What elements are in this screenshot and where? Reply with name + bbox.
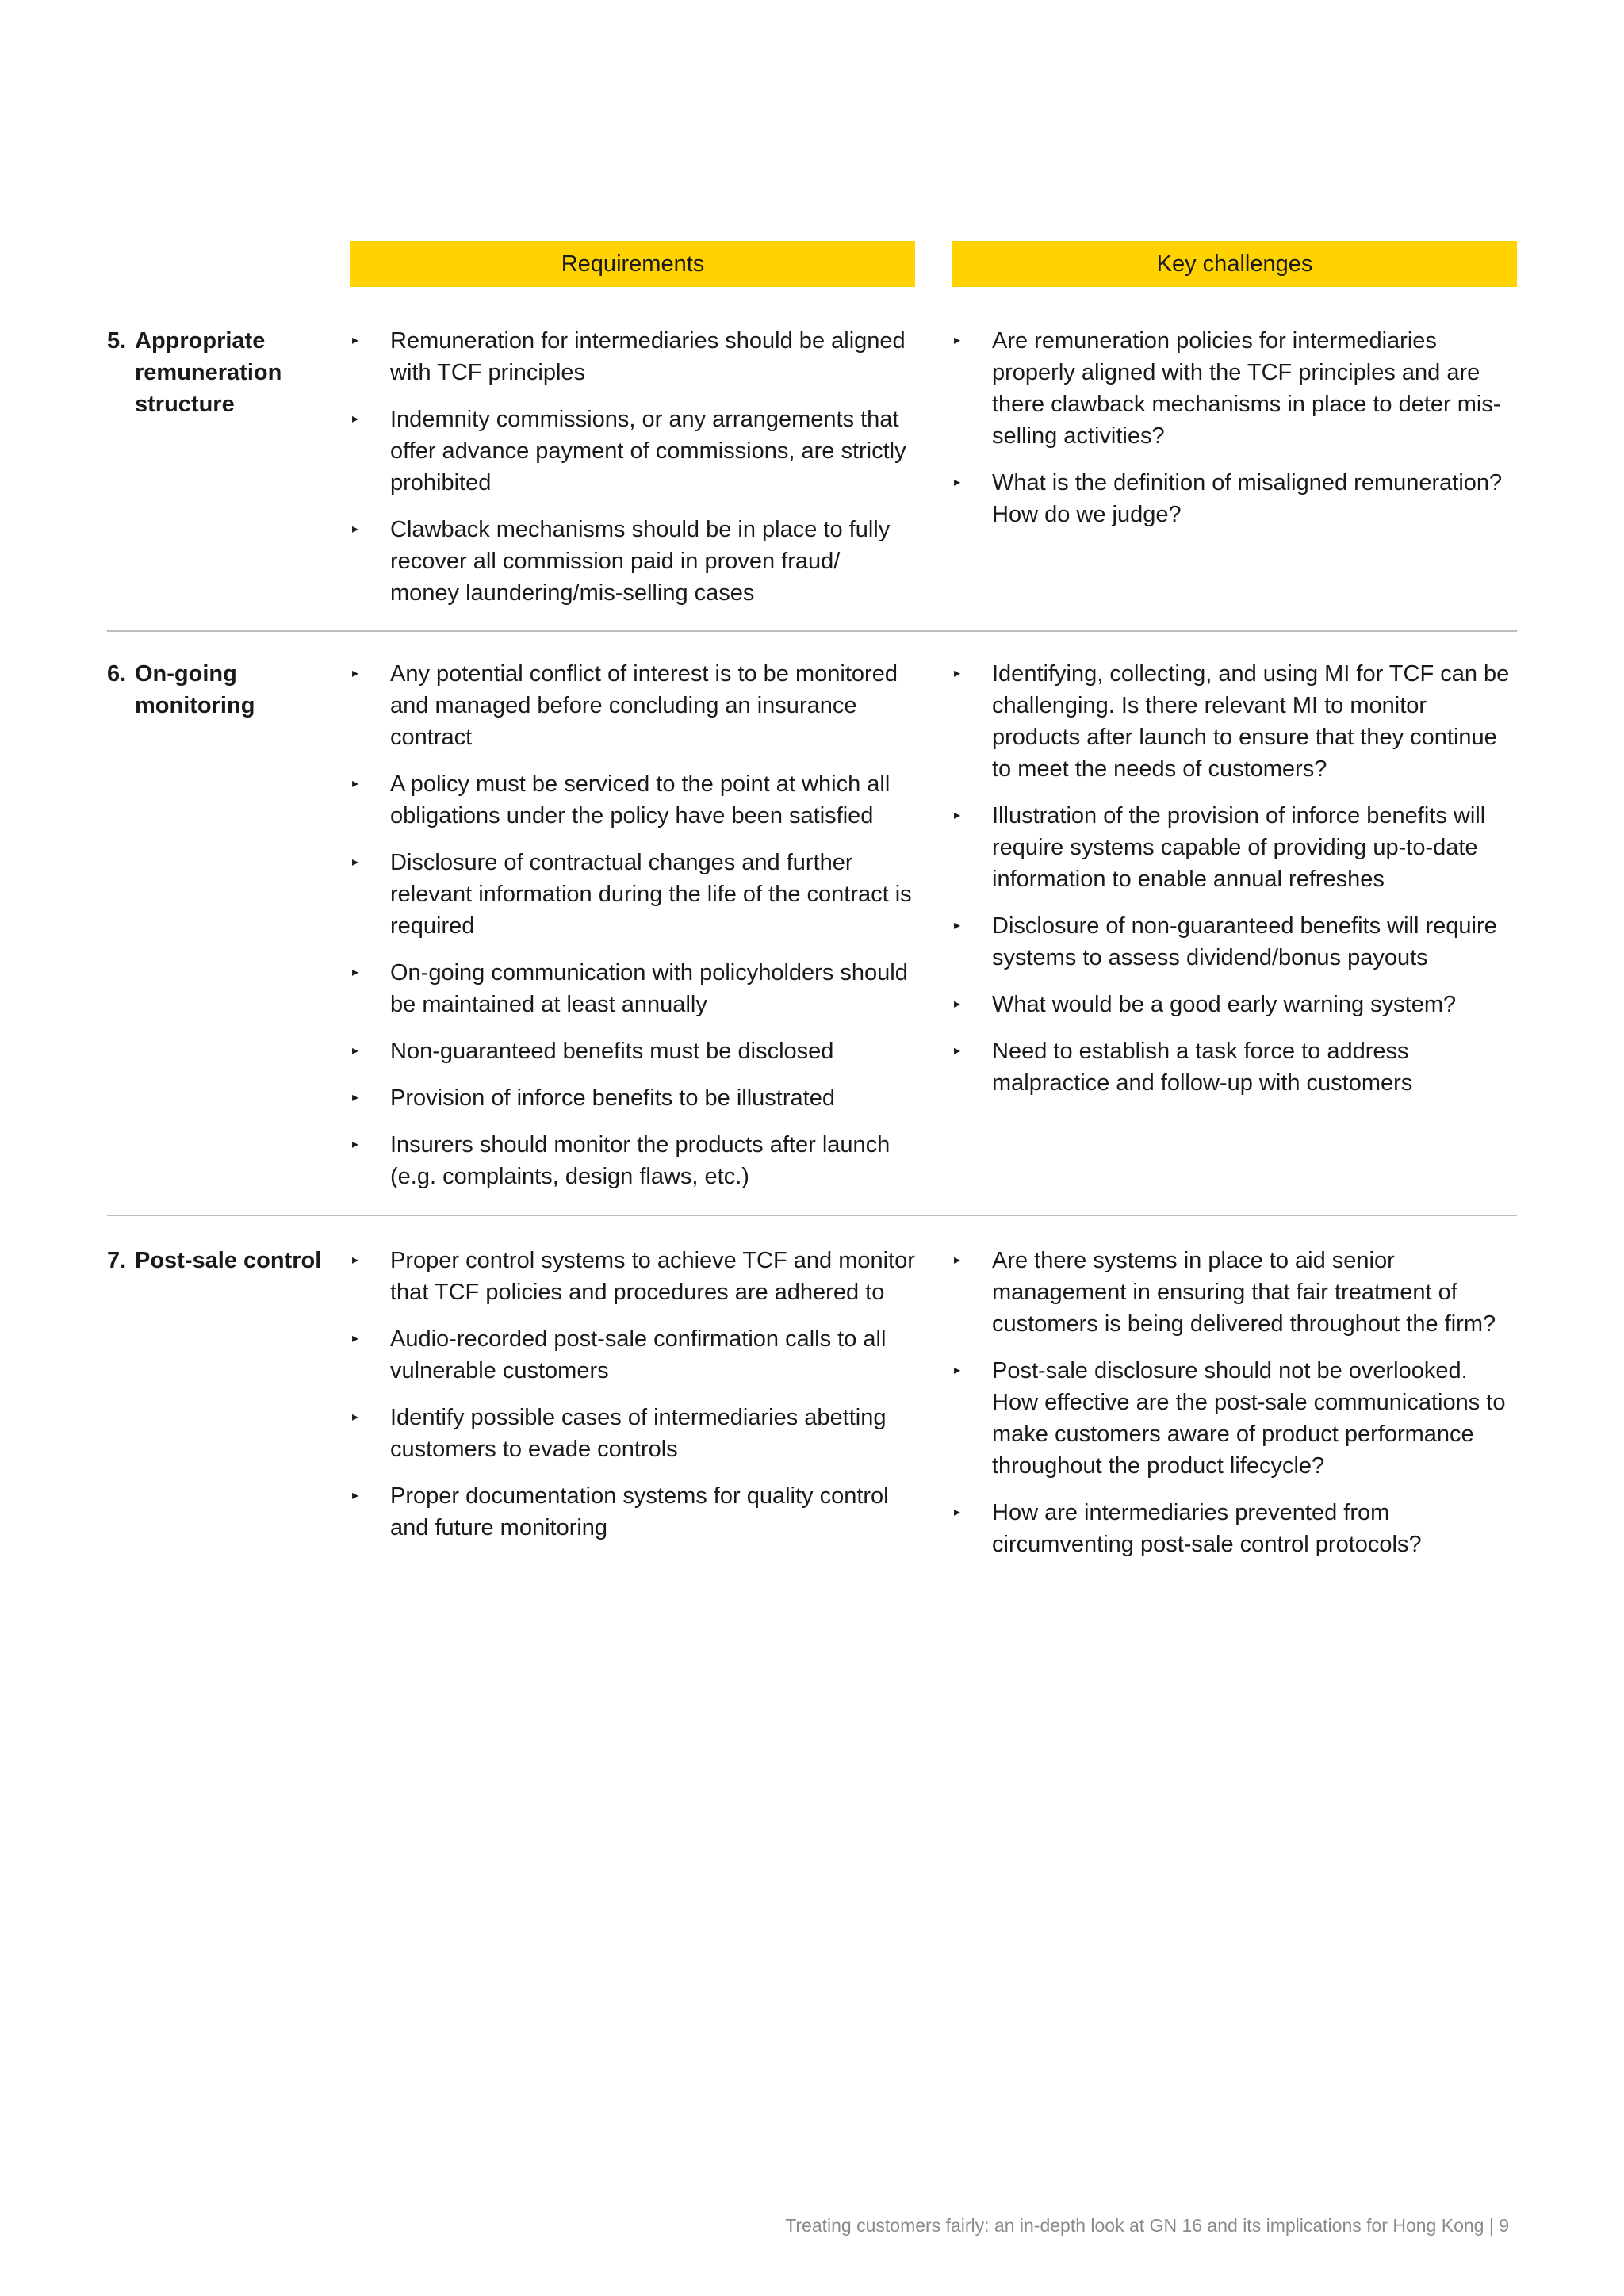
bullet-arrow-icon: ▸ <box>352 334 359 347</box>
list-item-text: On-going communication with policyholders should be maintained at least annually <box>390 960 908 1017</box>
challenges-column <box>952 1245 1517 1575</box>
section-title <box>107 1245 337 1276</box>
list-item-text: Are there systems in place to aid senior management in ensuring that fair treatment of customers is being delivered throughout the firm? <box>992 1248 1496 1337</box>
list-item <box>952 989 1517 1020</box>
list-item-text: Any potential conflict of interest is to be monitored and managed before concluding an insurance contract <box>390 661 898 750</box>
section-title <box>107 325 337 420</box>
challenges-column <box>952 658 1517 1114</box>
list-item <box>350 1480 915 1544</box>
bullet-arrow-icon: ▸ <box>352 1138 359 1151</box>
list-item <box>350 514 915 609</box>
list-item <box>952 467 1517 530</box>
list-item-text: Illustration of the provision of inforce benefits will require systems capable of providing up-to-date information to enable annual refreshes <box>992 803 1486 892</box>
challenges-list <box>952 658 1517 1099</box>
key-challenges-header-label: Key challenges <box>1156 251 1313 277</box>
bullet-arrow-icon: ▸ <box>352 522 359 536</box>
page-footer: Treating customers fairly: an in-depth look at GN 16 and its implications for Hong Kong | 9 <box>785 2215 1509 2236</box>
list-item <box>350 404 915 499</box>
list-item-text: Are remuneration policies for intermediaries properly aligned with the TCF principles and are there clawback mechanisms in place to deter mis-selling activities? <box>992 328 1501 449</box>
list-item <box>350 658 915 753</box>
requirements-header <box>350 241 915 287</box>
list-item-text: Disclosure of non-guaranteed benefits will require systems to assess dividend/bonus payouts <box>992 913 1497 970</box>
list-item <box>350 1323 915 1387</box>
section-title-text: Appropriate remuneration structure <box>135 328 282 417</box>
list-item <box>952 1245 1517 1340</box>
bullet-arrow-icon: ▸ <box>352 855 359 869</box>
list-item-text: Insurers should monitor the products after launch (e.g. complaints, design flaws, etc.) <box>390 1132 891 1189</box>
list-item <box>952 800 1517 895</box>
list-item <box>952 910 1517 974</box>
requirements-header-label: Requirements <box>561 251 705 277</box>
list-item-text: How are intermediaries prevented from circumventing post-sale control protocols? <box>992 1500 1422 1557</box>
list-item-text: What would be a good early warning system? <box>992 992 1457 1017</box>
list-item <box>952 1355 1517 1482</box>
bullet-arrow-icon: ▸ <box>352 1489 359 1502</box>
bullet-arrow-icon: ▸ <box>954 1253 961 1267</box>
list-item <box>952 1035 1517 1099</box>
bullet-arrow-icon: ▸ <box>352 1410 359 1424</box>
section-title-text: Post-sale control <box>135 1248 322 1273</box>
list-item <box>350 1035 915 1067</box>
list-item <box>350 847 915 942</box>
list-item-text: Identifying, collecting, and using MI for TCF can be challenging. Is there relevant MI to monitor products after launch to ensure that they continue to meet the needs of customers? <box>992 661 1510 782</box>
bullet-arrow-icon: ▸ <box>352 1091 359 1104</box>
list-item-text: A policy must be serviced to the point at which all obligations under the policy have been satisfied <box>390 771 891 828</box>
list-item-text: Audio-recorded post-sale confirmation calls to all vulnerable customers <box>390 1326 887 1383</box>
bullet-arrow-icon: ▸ <box>954 809 961 822</box>
section-divider <box>107 630 1517 632</box>
requirements-column <box>350 658 915 1207</box>
list-item <box>350 325 915 388</box>
section-number: 7. <box>107 1248 127 1273</box>
list-item <box>952 1497 1517 1560</box>
section-title-text: On-going monitoring <box>135 661 255 718</box>
challenges-list <box>952 325 1517 530</box>
requirements-list <box>350 325 915 609</box>
bullet-arrow-icon: ▸ <box>352 667 359 680</box>
bullet-arrow-icon: ▸ <box>954 919 961 932</box>
list-item-text: Remuneration for intermediaries should be aligned with TCF principles <box>390 328 906 385</box>
bullet-arrow-icon: ▸ <box>352 412 359 426</box>
challenges-column <box>952 325 1517 545</box>
list-item-text: Post-sale disclosure should not be overlooked. How effective are the post-sale communications to make customers aware of product performance throughout the product lifecycle? <box>992 1358 1506 1479</box>
list-item <box>350 1245 915 1308</box>
bullet-arrow-icon: ▸ <box>954 476 961 489</box>
requirements-list <box>350 658 915 1192</box>
list-item-text: Proper documentation systems for quality control and future monitoring <box>390 1483 889 1540</box>
list-item <box>350 768 915 832</box>
section-title <box>107 658 337 721</box>
requirements-list <box>350 1245 915 1544</box>
key-challenges-header <box>952 241 1517 287</box>
list-item <box>350 957 915 1020</box>
bullet-arrow-icon: ▸ <box>954 667 961 680</box>
list-item-text: Clawback mechanisms should be in place to fully recover all commission paid in proven fraud/ money laundering/mis-selling cases <box>390 517 891 606</box>
section-number: 5. <box>107 328 127 354</box>
list-item-text: Indemnity commissions, or any arrangements that offer advance payment of commissions, are strictly prohibited <box>390 407 906 496</box>
bullet-arrow-icon: ▸ <box>352 966 359 979</box>
bullet-arrow-icon: ▸ <box>352 777 359 790</box>
bullet-arrow-icon: ▸ <box>352 1253 359 1267</box>
challenges-list <box>952 1245 1517 1560</box>
list-item-text: Non-guaranteed benefits must be disclosed <box>390 1039 834 1064</box>
bullet-arrow-icon: ▸ <box>352 1332 359 1345</box>
list-item <box>350 1082 915 1114</box>
list-item <box>952 658 1517 785</box>
section-number: 6. <box>107 661 127 687</box>
list-item-text: What is the definition of misaligned remuneration? How do we judge? <box>992 470 1503 527</box>
bullet-arrow-icon: ▸ <box>954 1364 961 1377</box>
list-item-text: Proper control systems to achieve TCF and monitor that TCF policies and procedures are adhered to <box>390 1248 915 1305</box>
bullet-arrow-icon: ▸ <box>954 334 961 347</box>
list-item-text: Identify possible cases of intermediaries abetting customers to evade controls <box>390 1405 887 1462</box>
list-item-text: Provision of inforce benefits to be illustrated <box>390 1085 835 1111</box>
list-item-text: Disclosure of contractual changes and further relevant information during the life of the contract is required <box>390 850 912 939</box>
list-item-text: Need to establish a task force to address malpractice and follow-up with customers <box>992 1039 1413 1096</box>
list-item <box>952 325 1517 452</box>
list-item <box>350 1129 915 1192</box>
requirements-column <box>350 1245 915 1559</box>
requirements-column <box>350 325 915 624</box>
bullet-arrow-icon: ▸ <box>954 1044 961 1058</box>
bullet-arrow-icon: ▸ <box>954 997 961 1011</box>
section-divider <box>107 1215 1517 1216</box>
bullet-arrow-icon: ▸ <box>954 1506 961 1519</box>
list-item <box>350 1402 915 1465</box>
bullet-arrow-icon: ▸ <box>352 1044 359 1058</box>
